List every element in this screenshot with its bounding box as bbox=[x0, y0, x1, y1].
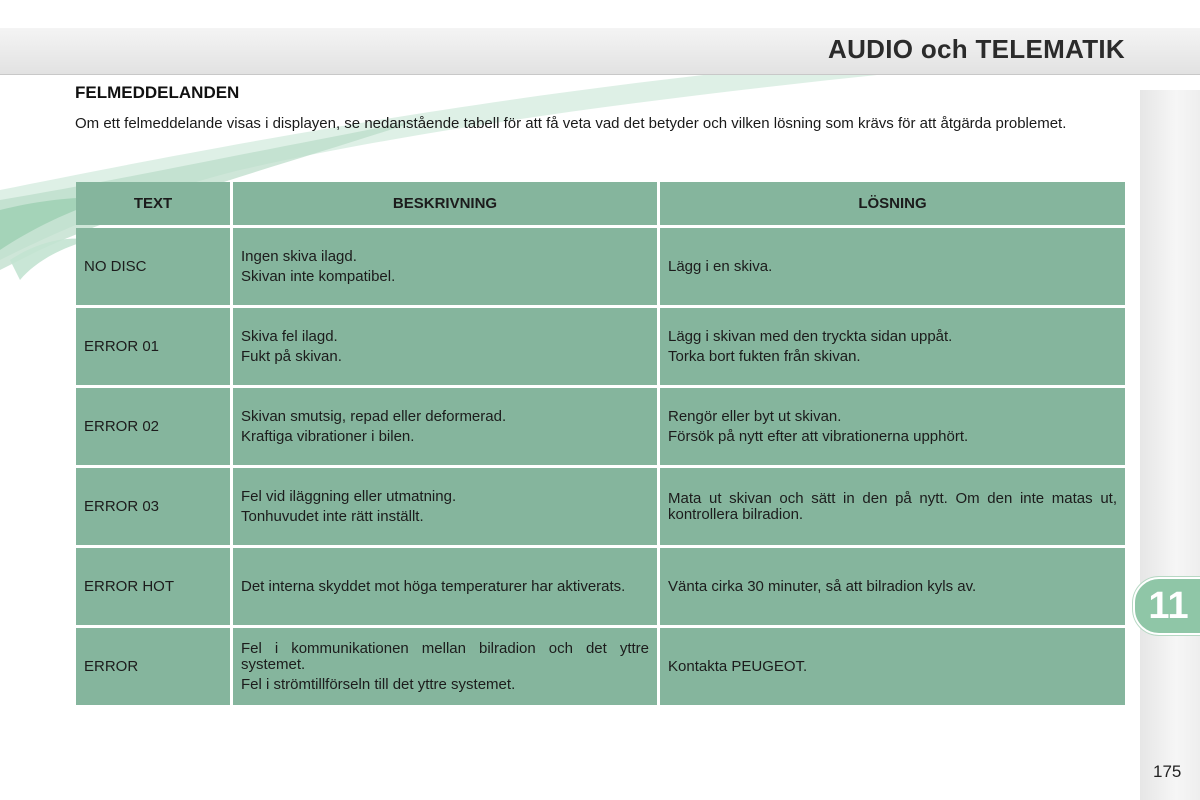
table-row bbox=[76, 628, 1125, 705]
description-line: Kraftiga vibrationer i bilen. bbox=[241, 427, 415, 445]
error-code-cell: ERROR bbox=[76, 628, 230, 705]
description-line: Ingen skiva ilagd. bbox=[241, 247, 357, 265]
intro-paragraph: Om ett felmeddelande visas i displayen, se nedanstående tabell för att få veta vad det betyder och vilken lösning som krävs för att åtgärda problemet. bbox=[75, 115, 1067, 132]
table-row bbox=[76, 388, 1125, 465]
error-code-cell: NO DISC bbox=[76, 228, 230, 305]
description-line: Skivan smutsig, repad eller deformerad. bbox=[241, 407, 507, 425]
solution-cell bbox=[660, 548, 1125, 625]
solution-line: Mata ut skivan och sätt in den på nytt. Om den inte matas ut, kontrollera bilradion. bbox=[668, 489, 1117, 523]
chapter-badge: 11 bbox=[1133, 577, 1200, 635]
description-line: Det interna skyddet mot höga temperaturer har aktiverats. bbox=[241, 577, 626, 595]
description-line: Fel i strömtillförseln till det yttre systemet. bbox=[241, 675, 516, 693]
description-line: Skiva fel ilagd. bbox=[241, 327, 338, 345]
description-line: Fel vid iläggning eller utmatning. bbox=[241, 487, 457, 505]
solution-line: Kontakta PEUGEOT. bbox=[668, 657, 808, 675]
column-header-solution: LÖSNING bbox=[660, 182, 1125, 225]
solution-cell bbox=[660, 228, 1125, 305]
table-row bbox=[76, 228, 1125, 305]
error-code-cell: ERROR HOT bbox=[76, 548, 230, 625]
side-tab-strip bbox=[1140, 90, 1200, 800]
solution-cell bbox=[660, 468, 1125, 545]
solution-cell bbox=[660, 628, 1125, 705]
column-header-description: BESKRIVNING bbox=[233, 182, 657, 225]
table-row bbox=[76, 468, 1125, 545]
error-code-cell: ERROR 02 bbox=[76, 388, 230, 465]
error-code-cell: ERROR 03 bbox=[76, 468, 230, 545]
description-cell bbox=[233, 228, 657, 305]
solution-line: Lägg i skivan med den tryckta sidan uppåt. bbox=[668, 327, 953, 345]
solution-cell bbox=[660, 388, 1125, 465]
solution-line: Försök på nytt efter att vibrationerna upphört. bbox=[668, 427, 969, 445]
description-line: Fukt på skivan. bbox=[241, 347, 342, 365]
table-row bbox=[76, 308, 1125, 385]
solution-line: Torka bort fukten från skivan. bbox=[668, 347, 861, 365]
page-number: 175 bbox=[1153, 762, 1182, 781]
solution-line: Lägg i en skiva. bbox=[668, 257, 773, 275]
page-header-title: AUDIO och TELEMATIK bbox=[828, 34, 1125, 64]
solution-line: Rengör eller byt ut skivan. bbox=[668, 407, 842, 425]
description-cell bbox=[233, 628, 657, 705]
description-cell bbox=[233, 468, 657, 545]
description-line: Tonhuvudet inte rätt inställt. bbox=[241, 507, 424, 525]
description-cell bbox=[233, 388, 657, 465]
description-line: Skivan inte kompatibel. bbox=[241, 267, 396, 285]
section-title: FELMEDDELANDEN bbox=[75, 83, 240, 102]
solution-cell bbox=[660, 308, 1125, 385]
error-code-cell: ERROR 01 bbox=[76, 308, 230, 385]
column-header-text: TEXT bbox=[76, 182, 230, 225]
error-message-table bbox=[73, 179, 1128, 708]
description-line: Fel i kommunikationen mellan bilradion och det yttre systemet. bbox=[241, 639, 649, 673]
table-row bbox=[76, 548, 1125, 625]
table-header-row bbox=[76, 182, 1125, 225]
solution-line: Vänta cirka 30 minuter, så att bilradion kyls av. bbox=[668, 577, 977, 595]
description-cell bbox=[233, 308, 657, 385]
description-cell bbox=[233, 548, 657, 625]
